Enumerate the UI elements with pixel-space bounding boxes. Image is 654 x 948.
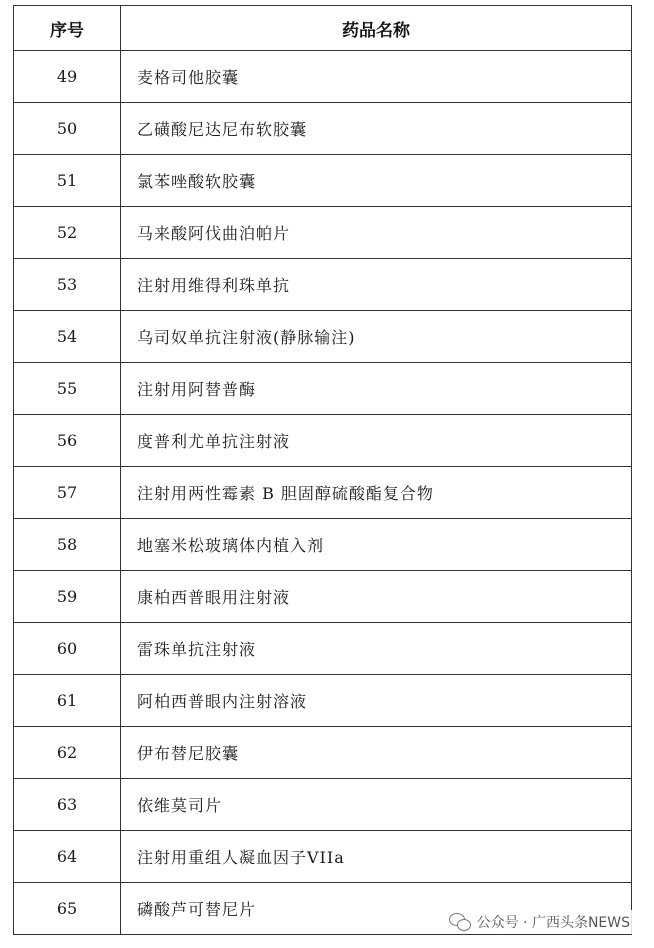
row-drug-name: 度普利尤单抗注射液 <box>121 415 632 467</box>
row-drug-name: 雷珠单抗注射液 <box>121 623 632 675</box>
row-drug-name: 注射用阿替普酶 <box>121 363 632 415</box>
row-number: 60 <box>14 623 121 675</box>
row-number: 51 <box>14 155 121 207</box>
row-number: 50 <box>14 103 121 155</box>
row-number: 56 <box>14 415 121 467</box>
row-number: 59 <box>14 571 121 623</box>
table-row <box>14 363 632 415</box>
row-drug-name: 注射用重组人凝血因子VIIa <box>121 831 632 883</box>
row-number: 63 <box>14 779 121 831</box>
row-number: 64 <box>14 831 121 883</box>
row-drug-name: 磷酸芦可替尼片 <box>121 883 632 935</box>
row-number: 52 <box>14 207 121 259</box>
table-row <box>14 155 632 207</box>
row-number: 65 <box>14 883 121 935</box>
table-row <box>14 571 632 623</box>
table-row <box>14 259 632 311</box>
table-row <box>14 311 632 363</box>
table-row <box>14 831 632 883</box>
table-row <box>14 103 632 155</box>
table-row <box>14 207 632 259</box>
row-number: 55 <box>14 363 121 415</box>
row-number: 53 <box>14 259 121 311</box>
row-number: 62 <box>14 727 121 779</box>
row-drug-name: 氯苯唑酸软胶囊 <box>121 155 632 207</box>
row-drug-name: 马来酸阿伐曲泊帕片 <box>121 207 632 259</box>
row-drug-name: 康柏西普眼用注射液 <box>121 571 632 623</box>
header-drug-name: 药品名称 <box>121 6 632 51</box>
table-header-row <box>14 6 632 51</box>
wechat-icon <box>449 913 471 931</box>
row-drug-name: 地塞米松玻璃体内植入剂 <box>121 519 632 571</box>
table-row <box>14 623 632 675</box>
table-row <box>14 727 632 779</box>
row-drug-name: 乌司奴单抗注射液(静脉输注) <box>121 311 632 363</box>
row-drug-name: 注射用两性霉素 B 胆固醇硫酸酯复合物 <box>121 467 632 519</box>
source-watermark <box>445 910 634 934</box>
table-row <box>14 675 632 727</box>
table-row <box>14 519 632 571</box>
drug-list-table <box>13 5 632 935</box>
row-drug-name: 阿柏西普眼内注射溶液 <box>121 675 632 727</box>
row-number: 49 <box>14 51 121 103</box>
table-row <box>14 415 632 467</box>
table-row <box>14 467 632 519</box>
row-number: 57 <box>14 467 121 519</box>
table-row <box>14 779 632 831</box>
row-drug-name: 依维莫司片 <box>121 779 632 831</box>
watermark-text: 公众号 · 广西头条NEWS <box>476 915 630 931</box>
table-row <box>14 51 632 103</box>
table-body <box>14 51 632 935</box>
row-number: 54 <box>14 311 121 363</box>
row-drug-name: 注射用维得利珠单抗 <box>121 259 632 311</box>
row-drug-name: 伊布替尼胶囊 <box>121 727 632 779</box>
row-drug-name: 乙磺酸尼达尼布软胶囊 <box>121 103 632 155</box>
row-drug-name: 麦格司他胶囊 <box>121 51 632 103</box>
header-serial-number: 序号 <box>14 6 121 51</box>
row-number: 61 <box>14 675 121 727</box>
row-number: 58 <box>14 519 121 571</box>
